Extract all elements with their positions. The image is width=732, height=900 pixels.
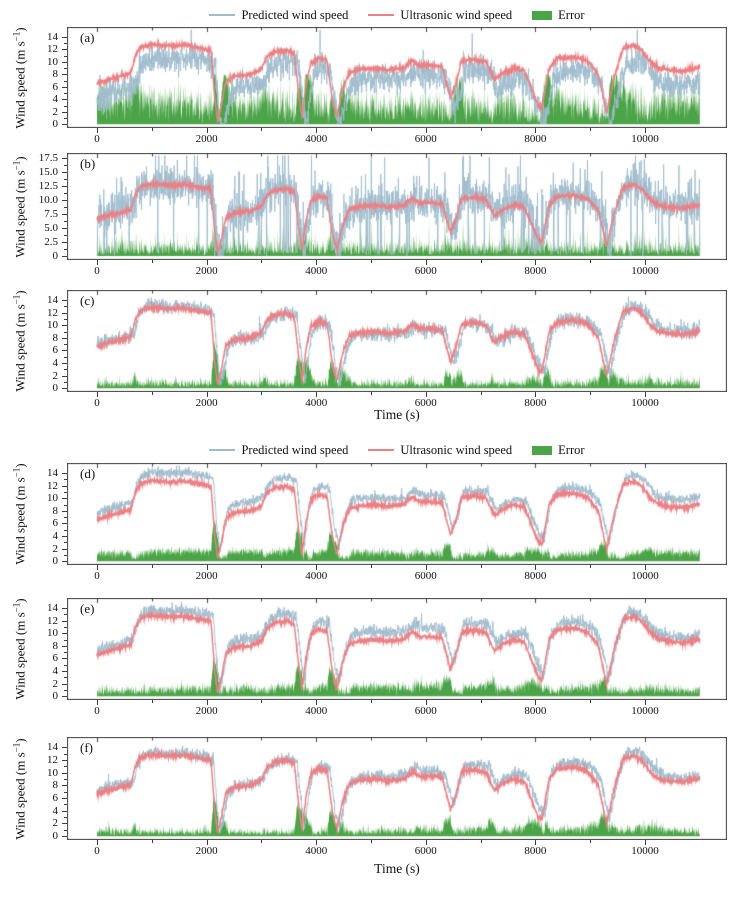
y-tick-label: 4 [52,357,58,370]
x-tick-label: 8000 [524,705,547,717]
x-minor-tick-mark [481,840,482,843]
x-tick-label: 10000 [631,570,659,582]
x-tick-labels [67,705,727,719]
x-tick-label: 0 [94,705,100,717]
y-axis-label: Wind speed (m $s^{-1}$) [11,26,28,129]
x-tick-label: 2000 [195,397,218,409]
y-tick-label: 14 [47,741,58,754]
y-tick-label: 14 [47,30,58,43]
subplot-b [0,153,732,280]
panel-label: (c) [80,293,95,308]
y-tick-label: 6 [52,344,58,357]
x-minor-tick-mark [371,700,372,703]
y-tick-label: 10 [47,55,58,68]
x-tick-label: 0 [94,265,100,277]
y-tick-labels [0,290,58,395]
y-axis-label: Wind speed (m $s^{-1}$) [11,155,28,258]
x-tick-label: 6000 [414,570,437,582]
x-tick-label: 2000 [195,570,218,582]
x-tick-label: 10000 [631,397,659,409]
x-tick-label: 2000 [195,133,218,145]
y-tick-label: 14 [47,602,58,615]
panel-label: (e) [80,601,95,616]
x-minor-tick-mark [481,392,482,395]
x-minor-tick-mark [590,840,591,843]
y-tick-label: 14 [47,467,58,480]
legend-item-error [532,8,584,23]
subplot-e [0,598,732,720]
y-tick-label: 8 [52,779,58,792]
subplot-a [0,27,732,148]
x-minor-tick-mark [261,840,262,843]
x-tick-label: 10000 [631,845,659,857]
x-minor-tick-mark [152,260,153,263]
y-tick-labels [0,463,58,568]
x-tick-labels [67,265,727,279]
error-patch-swatch [532,11,552,20]
x-minor-tick-mark [371,565,372,568]
y-tick-label: 8 [52,504,58,517]
legend-label-predicted: Predicted wind speed [241,442,349,457]
x-tick-label: 6000 [414,133,437,145]
x-tick-label: 10000 [631,265,659,277]
subplot-f [0,737,732,860]
x-minor-tick-mark [371,840,372,843]
y-tick-label: 10 [47,627,58,640]
y-tick-label: 0 [52,830,58,843]
x-minor-tick-mark [481,260,482,263]
x-minor-tick-mark [152,840,153,843]
plot-area [67,598,727,700]
y-axis-label: Wind speed (m $s^{-1}$) [11,290,28,392]
y-tick-label: 12 [47,614,58,627]
y-tick-label: 0 [52,118,58,131]
x-minor-tick-mark [261,392,262,395]
y-tick-label: 10 [47,766,58,779]
legend-label-error: Error [558,442,585,457]
x-minor-tick-mark [590,700,591,703]
x-tick-label: 6000 [414,705,437,717]
x-minor-tick-mark [371,128,372,131]
ultrasonic-line-swatch [368,449,394,451]
x-minor-tick-mark [481,700,482,703]
y-axis-label: Wind speed (m $s^{-1}$) [11,598,28,700]
panel-label: (d) [80,466,96,481]
x-tick-label: 8000 [524,845,547,857]
x-minor-tick-mark [481,565,482,568]
y-tick-label: 8 [52,68,58,81]
y-axis-label: Wind speed (m $s^{-1}$) [11,463,28,565]
x-minor-tick-mark [152,392,153,395]
x-tick-labels [67,845,727,859]
x-minor-tick-mark [261,260,262,263]
y-axis-label: Wind speed (m $s^{-1}$) [11,737,28,840]
x-minor-tick-mark [261,565,262,568]
x-minor-tick-mark [152,565,153,568]
x-axis-title-bottom: Time (s) [374,861,420,876]
y-tick-label: 0 [52,250,58,263]
y-tick-labels [0,151,58,263]
x-tick-label: 10000 [631,705,659,717]
x-tick-label: 4000 [305,133,328,145]
plot-area [67,153,727,260]
x-minor-tick-mark [590,128,591,131]
y-tick-label: 4 [52,93,58,106]
plot-canvas-c [67,290,727,392]
legend-bottom [67,441,727,459]
y-tick-label: 12 [47,306,58,319]
y-tick-label: 12 [47,753,58,766]
plot-canvas-d [67,463,727,565]
predicted-line-swatch [209,449,235,451]
plot-area [67,737,727,840]
x-minor-tick-mark [590,565,591,568]
y-tick-label: 10.0 [38,193,58,206]
x-tick-label: 4000 [305,570,328,582]
x-tick-label: 4000 [305,397,328,409]
y-tick-label: 4 [52,530,58,543]
y-tick-label: 5.0 [44,221,58,234]
x-tick-label: 8000 [524,133,547,145]
x-minor-tick-mark [261,700,262,703]
subplot-c [0,290,732,412]
y-tick-label: 8 [52,331,58,344]
plot-area [67,27,727,128]
plot-area [67,290,727,392]
y-tick-label: 2 [52,817,58,830]
predicted-line-swatch [209,14,235,16]
legend-item-ultrasonic [368,443,512,458]
plot-canvas-a [67,27,727,128]
y-tick-label: 2 [52,542,58,555]
x-tick-label: 8000 [524,265,547,277]
y-tick-label: 10 [47,319,58,332]
plot-canvas-b [67,153,727,260]
x-tick-label: 6000 [414,265,437,277]
y-tick-label: 10 [47,492,58,505]
y-tick-label: 7.5 [44,207,58,220]
x-minor-tick-mark [481,128,482,131]
y-tick-label: 14 [47,294,58,307]
x-tick-label: 8000 [524,397,547,409]
x-tick-labels [67,570,727,584]
y-tick-label: 8 [52,639,58,652]
legend-top [67,6,727,24]
x-minor-tick-mark [590,260,591,263]
x-tick-label: 2000 [195,265,218,277]
plot-canvas-e [67,598,727,700]
x-tick-label: 4000 [305,845,328,857]
y-tick-label: 6 [52,652,58,665]
x-minor-tick-mark [152,128,153,131]
x-minor-tick-mark [261,128,262,131]
x-minor-tick-mark [590,392,591,395]
y-tick-label: 2 [52,677,58,690]
panel-label: (b) [80,156,96,171]
x-tick-labels [67,133,727,147]
y-tick-label: 0 [52,690,58,703]
y-tick-label: 0 [52,555,58,568]
legend-label-ultrasonic: Ultrasonic wind speed [400,442,513,457]
x-tick-label: 0 [94,133,100,145]
legend-label-error: Error [558,7,585,22]
ultrasonic-line-swatch [368,14,394,16]
legend-item-predicted [209,8,348,23]
panel-label: (a) [80,30,95,45]
x-tick-label: 0 [94,845,100,857]
plot-area [67,463,727,565]
x-axis-title-top: Time (s) [374,407,420,422]
y-tick-label: 4 [52,804,58,817]
x-tick-label: 6000 [414,397,437,409]
y-tick-label: 6 [52,80,58,93]
panel-label: (f) [80,740,93,755]
x-tick-label: 8000 [524,570,547,582]
x-minor-tick-mark [152,700,153,703]
subplot-d [0,463,732,585]
y-tick-labels [0,27,58,131]
x-tick-label: 10000 [631,133,659,145]
y-tick-label: 12 [47,479,58,492]
x-tick-label: 2000 [195,705,218,717]
y-tick-label: 2 [52,105,58,118]
y-tick-label: 2 [52,369,58,382]
y-tick-label: 6 [52,517,58,530]
y-tick-label: 6 [52,792,58,805]
y-tick-label: 4 [52,665,58,678]
plot-canvas-f [67,737,727,840]
x-tick-label: 0 [94,570,100,582]
y-tick-label: 15.0 [38,165,58,178]
legend-label-ultrasonic: Ultrasonic wind speed [400,7,513,22]
x-tick-label: 4000 [305,265,328,277]
error-patch-swatch [532,446,552,455]
x-tick-label: 0 [94,397,100,409]
x-minor-tick-mark [371,260,372,263]
y-tick-label: 17.5 [38,151,58,164]
legend-label-predicted: Predicted wind speed [241,7,349,22]
y-tick-label: 12.5 [38,179,58,192]
x-tick-label: 2000 [195,845,218,857]
legend-item-predicted [209,443,348,458]
x-minor-tick-mark [371,392,372,395]
y-tick-label: 12 [47,43,58,56]
y-tick-labels [0,737,58,843]
y-tick-label: 0 [52,382,58,395]
x-tick-label: 4000 [305,705,328,717]
x-tick-label: 6000 [414,845,437,857]
legend-item-ultrasonic [368,8,512,23]
y-tick-labels [0,598,58,703]
y-tick-label: 2.5 [44,235,58,248]
legend-item-error [532,443,584,458]
